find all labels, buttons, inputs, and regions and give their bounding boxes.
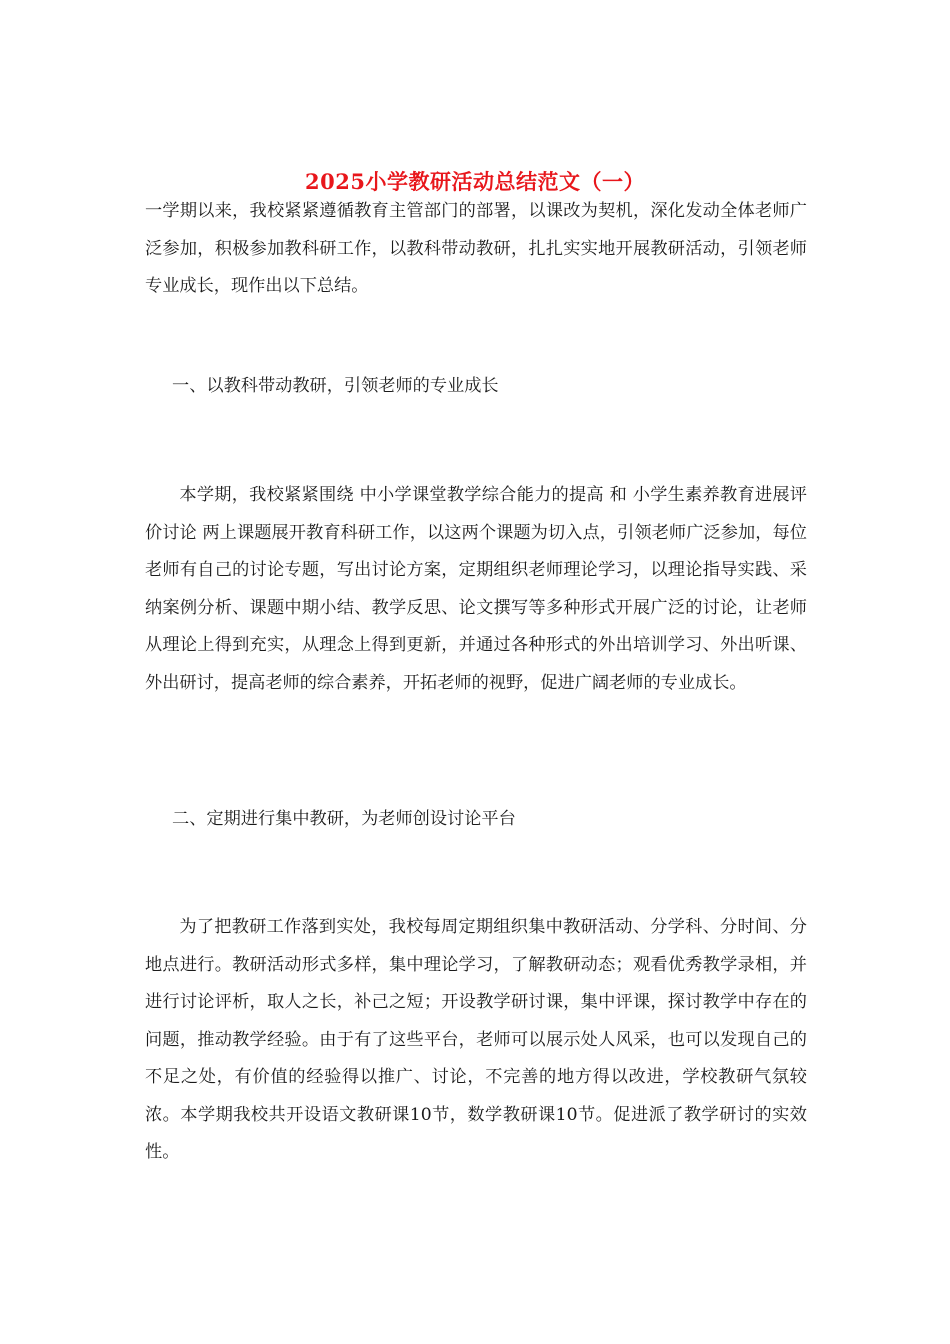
document-title: 2025小学教研活动总结范文（一） <box>305 169 645 195</box>
section-heading-2: 二、定期进行集中教研，为老师创设讨论平台 <box>172 809 516 829</box>
section-body-1: 本学期，我校紧紧围绕 中小学课堂教学综合能力的提高 和 小学生素养教育进展评价讨论 两上课题展开教育科研工作，以这两个课题为切入点，引领老师广泛参加，每位老师有自己的讨论专题，写出讨论方案，定期组织老师理论学习，以理论指导实践、采纳案例分析、课题中期小结、教学反思、论文撰写等多种形式开展广泛的讨论，让老师从理论上得到充实，从理念上得到更新，并通过各种形式的外出培训学习、外出听课、外出研讨，提高老师的综合素养，开拓老师的视野，促进广阔老师的专业成长。 <box>145 485 807 693</box>
intro-paragraph: 一学期以来，我校紧紧遵循教育主管部门的部署，以课改为契机，深化发动全体老师广泛参加，积极参加教科研工作，以教科带动教研，扎扎实实地开展教研活动，引领老师专业成长，现作出以下总结。 <box>145 201 807 296</box>
section-body-2: 为了把教研工作落到实处，我校每周定期组织集中教研活动、分学科、分时间、分地点进行。教研活动形式多样，集中理论学习，了解教研动态；观看优秀教学录相，并进行讨论评析，取人之长，补己之短；开设教学研讨课，集中评课，探讨教学中存在的问题，推动教学经验。由于有了这些平台，老师可以展示处人风采，也可以发现自己的不足之处，有价值的经验得以推广、讨论，不完善的地方得以改进，学校教研气氛较浓。本学期我校共开设语文教研课10节，数学教研课10节。促进派了教学研讨的实效性。 <box>145 917 807 1162</box>
section-heading-1: 一、以教科带动教研，引领老师的专业成长 <box>172 376 499 396</box>
